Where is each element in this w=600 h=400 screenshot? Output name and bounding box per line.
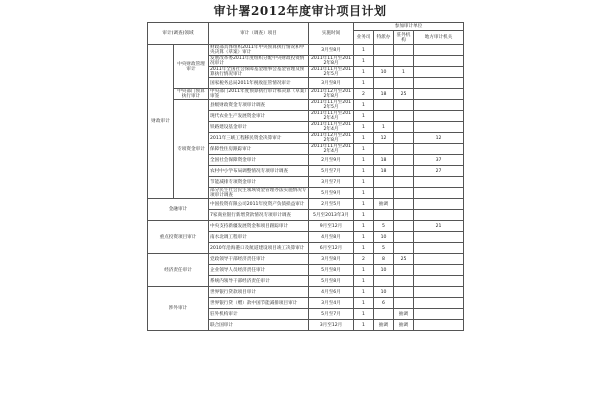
- time-cell: 2011年11月至2012年8月: [309, 56, 354, 67]
- time-cell: 2011年11月至2012年4月: [309, 144, 354, 155]
- project-cell: 世界银行贷（赠）款中国节能减排项目审计: [209, 298, 309, 309]
- unit-cell: 10: [374, 67, 394, 78]
- unit-cell: 2: [354, 89, 374, 100]
- unit-cell: 5: [374, 221, 394, 232]
- time-cell: 9月至12月: [309, 221, 354, 232]
- project-cell: 世界银行贷款项目审计: [209, 287, 309, 298]
- unit-cell: [414, 111, 464, 122]
- unit-cell: 18: [374, 166, 394, 177]
- unit-cell: 1: [354, 276, 374, 287]
- unit-cell: [414, 254, 464, 265]
- time-cell: 3月至8月: [309, 78, 354, 89]
- unit-cell: [414, 199, 464, 210]
- unit-cell: 1: [354, 188, 374, 199]
- time-cell: 6月至12月: [309, 243, 354, 254]
- unit-cell: 10: [374, 265, 394, 276]
- header-category: 审计(调查)领域: [148, 23, 209, 45]
- project-cell: 2010年沿海港口及航道建设项目竣工决算审计: [209, 243, 309, 254]
- time-cell: 2011年11月至2012年5月: [309, 67, 354, 78]
- unit-cell: [414, 144, 464, 155]
- project-cell: 党政领导干部经济责任审计: [209, 254, 309, 265]
- time-cell: 2月至5月: [309, 199, 354, 210]
- project-cell: 国家税务总局2011年税收征管情况审计: [209, 78, 309, 89]
- time-cell: 3月至7月: [309, 177, 354, 188]
- unit-cell: [414, 122, 464, 133]
- unit-cell: [394, 243, 414, 254]
- unit-cell: [394, 265, 414, 276]
- unit-cell: [394, 122, 414, 133]
- unit-cell: [414, 243, 464, 254]
- project-cell: 2011年三峡工程移民资金决算审计: [209, 133, 309, 144]
- header-time: 实施时间: [309, 23, 354, 45]
- subgroup-label: 中央部门预算执行审计: [174, 89, 209, 100]
- unit-cell: 1: [354, 320, 374, 331]
- project-cell: 发展改革委2011年度组织分配中央财政投资情况审计: [209, 56, 309, 67]
- unit-cell: 1: [354, 111, 374, 122]
- unit-cell: [394, 155, 414, 166]
- time-cell: 5月至8月: [309, 265, 354, 276]
- unit-cell: 27: [414, 166, 464, 177]
- project-cell: 县级财政资金专项审计调查: [209, 100, 309, 111]
- subgroup-label: 中央财政管理审计: [174, 45, 209, 89]
- project-cell: 南水北调工程审计: [209, 232, 309, 243]
- audit-plan-table: [147, 22, 464, 331]
- unit-cell: 18: [374, 89, 394, 100]
- time-cell: 2011年11月至2012年5月: [309, 100, 354, 111]
- project-cell: 驻外机构审计: [209, 309, 309, 320]
- unit-cell: [414, 210, 464, 221]
- unit-cell: [414, 265, 464, 276]
- unit-cell: 25: [394, 89, 414, 100]
- project-cell: 铁路建设基金审计: [209, 122, 309, 133]
- project-cell: 现代农业生产发展资金审计: [209, 111, 309, 122]
- unit-cell: 12: [414, 133, 464, 144]
- time-cell: 3月至12月: [309, 320, 354, 331]
- unit-cell: 1: [354, 210, 374, 221]
- group-label: 金融审计: [148, 199, 209, 221]
- unit-cell: 21: [414, 221, 464, 232]
- unit-cell: [414, 100, 464, 111]
- unit-cell: [414, 89, 464, 100]
- unit-cell: [394, 221, 414, 232]
- unit-cell: 1: [354, 199, 374, 210]
- unit-cell: [414, 309, 464, 320]
- time-cell: 3月至8月: [309, 254, 354, 265]
- unit-cell: 8: [374, 254, 394, 265]
- unit-cell: [374, 177, 394, 188]
- project-cell: 节能减排专项资金审计: [209, 177, 309, 188]
- unit-cell: [414, 177, 464, 188]
- unit-cell: [394, 298, 414, 309]
- unit-cell: [374, 309, 394, 320]
- unit-cell: [374, 56, 394, 67]
- unit-cell: 1: [354, 67, 374, 78]
- unit-cell: [414, 67, 464, 78]
- unit-cell: 12: [374, 133, 394, 144]
- time-cell: 4月至6月: [309, 287, 354, 298]
- header-units-group: 参加审计单位: [354, 23, 464, 31]
- unit-cell: 1: [354, 243, 374, 254]
- unit-cell: 1: [354, 144, 374, 155]
- project-cell: 保障性住房跟踪审计: [209, 144, 309, 155]
- project-cell: 中央部门2011年度预算执行审计和决算（草案）审签: [210, 89, 307, 99]
- unit-cell: [414, 188, 464, 199]
- time-cell: 5月至2013年3月: [309, 210, 354, 221]
- time-cell: 5月至7月: [309, 166, 354, 177]
- time-cell: 3月至8月: [309, 45, 354, 56]
- group-label: 涉外审计: [148, 287, 209, 331]
- project-cell: 全国社会保障资金审计: [209, 155, 309, 166]
- unit-cell: 25: [394, 254, 414, 265]
- unit-cell: 1: [354, 133, 374, 144]
- time-cell: 2011年11月至2012年4月: [309, 111, 354, 122]
- project-cell: 企业领导人员经济责任审计: [209, 265, 309, 276]
- project-cell: 7家商业银行新增贷款情况专项审计调查: [209, 210, 309, 221]
- unit-cell: 1: [354, 265, 374, 276]
- unit-cell: 抽调: [374, 320, 394, 331]
- unit-cell: [394, 177, 414, 188]
- unit-cell: [374, 100, 394, 111]
- unit-cell: [414, 276, 464, 287]
- unit-cell: [374, 45, 394, 56]
- unit-cell: [374, 144, 394, 155]
- project-cell: 农村中小学布局调整情况专项审计调查: [209, 166, 309, 177]
- page-title: 审计署2012年度审计项目计划: [213, 4, 387, 18]
- unit-cell: 1: [354, 221, 374, 232]
- time-cell: 2011年11月至2012年4月: [309, 122, 354, 133]
- unit-cell: [414, 298, 464, 309]
- header-col: 特派办: [374, 31, 394, 45]
- project-cell: 联合国审计: [209, 320, 309, 331]
- unit-cell: 1: [354, 309, 374, 320]
- group-label: 重点投资项目审计: [148, 221, 209, 254]
- group-label: 经济责任审计: [148, 254, 209, 287]
- unit-cell: 10: [374, 232, 394, 243]
- project-cell: 中国投资有限公司2011年度资产负债损益审计: [209, 199, 309, 210]
- unit-cell: 1: [354, 166, 374, 177]
- unit-cell: 1: [354, 177, 374, 188]
- unit-cell: 1: [354, 100, 374, 111]
- time-cell: 5月至8月: [309, 276, 354, 287]
- time-cell: 2011年12月至2012年8月: [309, 133, 354, 144]
- unit-cell: [394, 232, 414, 243]
- unit-cell: 1: [354, 298, 374, 309]
- unit-cell: [414, 45, 464, 56]
- unit-cell: [414, 56, 464, 67]
- time-cell: 4月至8月: [309, 232, 354, 243]
- unit-cell: [374, 111, 394, 122]
- unit-cell: 5: [374, 243, 394, 254]
- unit-cell: [374, 276, 394, 287]
- project-cell: 中央支持新疆发展资金和项目跟踪审计: [209, 221, 309, 232]
- time-cell: 2011年12月至2012年8月: [309, 89, 354, 100]
- unit-cell: 抽调: [394, 320, 414, 331]
- time-cell: 5月至7月: [309, 309, 354, 320]
- unit-cell: 1: [394, 67, 414, 78]
- group-label: 财政审计: [148, 45, 174, 199]
- project-cell: 系统内领导干部经济责任审计: [209, 276, 309, 287]
- time-cell: 5月至9月: [309, 188, 354, 199]
- unit-cell: 1: [354, 122, 374, 133]
- unit-cell: [374, 78, 394, 89]
- unit-cell: [394, 111, 414, 122]
- project-cell: 部分民生社会民生领域资金管理办法实施情况专项审计调查: [209, 188, 309, 199]
- unit-cell: [374, 188, 394, 199]
- unit-cell: 6: [374, 298, 394, 309]
- unit-cell: 1: [354, 155, 374, 166]
- unit-cell: 抽调: [394, 309, 414, 320]
- unit-cell: 1: [354, 78, 374, 89]
- unit-cell: [414, 78, 464, 89]
- unit-cell: [394, 287, 414, 298]
- header-col: 驻外机构: [394, 31, 414, 45]
- unit-cell: 18: [374, 155, 394, 166]
- unit-cell: [394, 166, 414, 177]
- unit-cell: [394, 276, 414, 287]
- header-col: 业务司: [354, 31, 374, 45]
- unit-cell: 1: [354, 232, 374, 243]
- unit-cell: 2: [354, 254, 374, 265]
- unit-cell: 1: [354, 287, 374, 298]
- unit-cell: [394, 188, 414, 199]
- unit-cell: [374, 210, 394, 221]
- unit-cell: 1: [354, 56, 374, 67]
- header-project: 审计（调查）项目: [209, 23, 309, 45]
- unit-cell: [394, 45, 414, 56]
- unit-cell: [394, 144, 414, 155]
- unit-cell: 37: [414, 155, 464, 166]
- project-cell: 2011年全国社会保障基金理事会基金管理及预算执行情况审计: [209, 67, 309, 78]
- time-cell: 2月至9月: [309, 155, 354, 166]
- unit-cell: [394, 100, 414, 111]
- unit-cell: 1: [354, 45, 374, 56]
- header-col: 地方审计机关: [414, 31, 464, 45]
- unit-cell: [394, 210, 414, 221]
- unit-cell: [394, 78, 414, 89]
- unit-cell: [394, 56, 414, 67]
- unit-cell: [414, 320, 464, 331]
- time-cell: 3月至4月: [309, 298, 354, 309]
- unit-cell: [414, 287, 464, 298]
- unit-cell: 抽调: [374, 199, 394, 210]
- unit-cell: [414, 232, 464, 243]
- subgroup-label: 专项资金审计: [174, 100, 209, 199]
- project-cell: 财政部具体组织2011年中央预算执行情况和中央决算（草案）审计: [209, 45, 309, 56]
- unit-cell: 1: [374, 122, 394, 133]
- unit-cell: [394, 133, 414, 144]
- unit-cell: 10: [374, 287, 394, 298]
- unit-cell: [394, 199, 414, 210]
